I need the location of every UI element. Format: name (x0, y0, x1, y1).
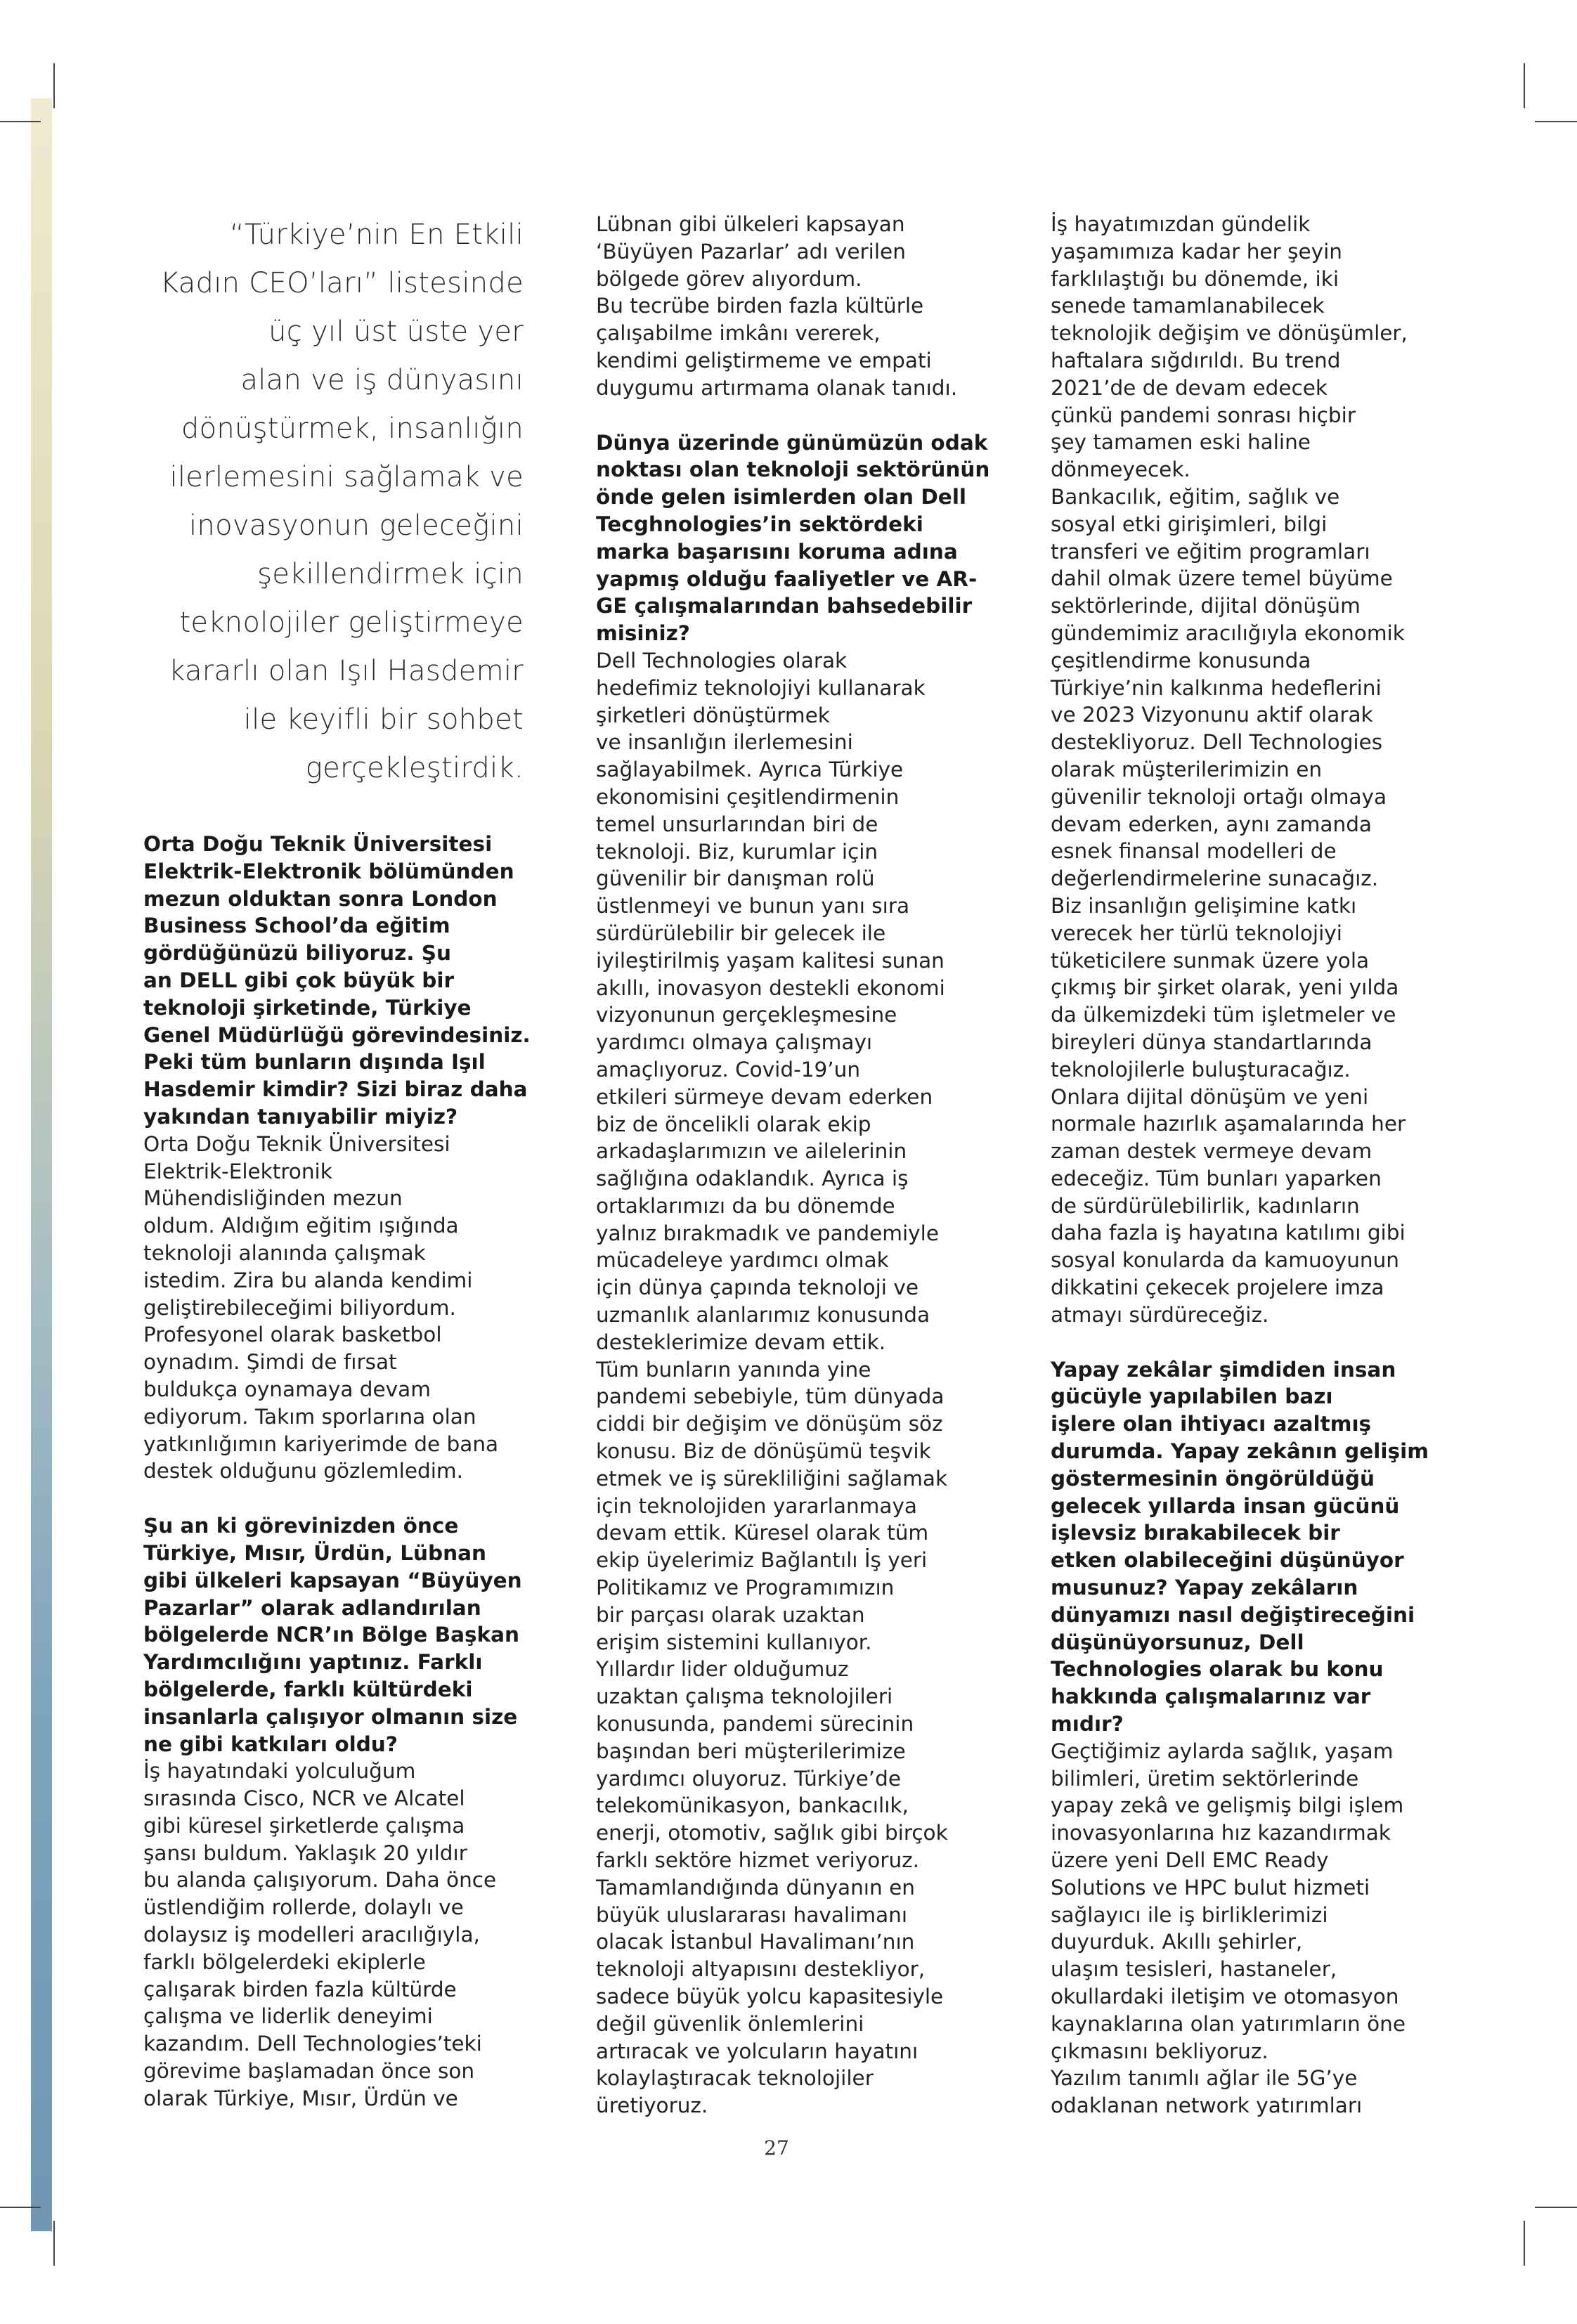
interview-answer-continued: Lübnan gibi ülkeleri kapsayan ‘Büyüyen Pazarlar’ adı verilen bölgede görev alıyordum. Bu tecrübe birden fazla kültürle çalışabilme imkânı vererek, kendimi geliştirmeme ve empati duygumu artırmama olanak tanıdı. (596, 212, 958, 400)
crop-mark (1524, 63, 1525, 108)
crop-mark (53, 2221, 55, 2266)
article-column-3 (1051, 211, 1455, 2119)
interview-answer: Dell Technologies olarak hedefimiz teknolojiyi kullanarak şirketleri dönüştürmek ve insanlığın ilerlemesini sağlayabilmek. Ayrıca Türkiye ekonomisini çeşitlendirmenin temel unsurlarından biri de teknoloji. Biz, kurumlar için güvenilir bir danışman rolü üstlenmeyi ve bunun yanı sıra sürdürülebilir bir gelecek ile iyileştirilmiş yaşam kalitesi sunan akıllı, inovasyon destekli ekonomi vizyonunun gerçekleşmesine yardımcı olmaya çalışmayı amaçlıyoruz. Covid-19’un etkileri sürmeye devam ederken biz de öncelikli olarak ekip arkadaşlarımızın ve ailelerinin sağlığına odaklandık. Ayrıca iş ortaklarımızı da bu dönemde yalnız bırakmadık ve pandemiyle mücadeleye yardımcı olmak için dünya çapında teknoloji ve uzmanlık alanlarımız konusunda desteklerimize devam ettik. Tüm bunların yanında yine pandemi sebebiyle, tüm dünyada ciddi bir değişim ve dönüşüm söz konusu. Biz de dönüşümü teşvik etmek ve iş sürekliliğini sağlamak için teknolojiden yararlanmaya devam ettik. Küresel olarak tüm ekip üyelerimiz Bağlantılı İş yeri Politikamız ve Programımızın bir parçası olarak uzaktan erişim sistemini kullanıyor. Yıllardır lider olduğumuz uzaktan çalışma teknolojileri konusunda, pandemi sürecinin başından beri müşterilerimize yardımcı oluyoruz. Türkiye’de telekomünikasyon, bankacılık, enerji, otomotiv, sağlık gibi birçok farklı sektöre hizmet veriyoruz. Tamamlandığında dünyanın en büyük uluslararası havalimanı olacak İstanbul Havalimanı’nın teknoloji altyapısını destekliyor, sadece büyük yolcu kapasitesiyle değil güvenlik önlemlerini artıracak ve yolcuların hayatını kolaylaştıracak teknolojiler üretiyoruz. (596, 648, 948, 2118)
article-column-1 (143, 831, 537, 2112)
page-number: 27 (764, 2136, 789, 2160)
crop-mark (0, 121, 41, 122)
crop-mark (1535, 2207, 1577, 2208)
decorative-spine-gradient (31, 98, 52, 2231)
interview-answer: Geçtiğimiz aylarda sağlık, yaşam bilimleri, üretim sektörlerinde yapay zekâ ve gelişmiş bilgi işlem inovasyonlarına hız kazandırmak üzere yeni Dell EMC Ready Solutions ve HPC bulut hizmeti sağlayıcı ile iş birliklerimizi duyurduk. Akıllı şehirler, ulaşım tesisleri, hastaneler, okullardaki iletişim ve otomasyon kaynaklarına olan yatırımların öne çıkmasını bekliyoruz. Yazılım tanımlı ağlar ile 5G’ye odaklanan network yatırımları (1051, 1739, 1406, 2118)
interview-answer: İş hayatındaki yolculuğum sırasında Cisco, NCR ve Alcatel gibi küresel şirketlerde çalışma şansı buldum. Yaklaşık 20 yıldır bu alanda çalışıyorum. Daha önce üstlendiğim rollerde, dolaylı ve dolaysız iş modelleri aracılığıyla, farklı bölgelerdeki ekiplerle çalışarak birden fazla kültürde çalışma ve liderlik deneyimi kazandım. Dell Technologies’teki görevime başlamadan önce son olarak Türkiye, Mısır, Ürdün ve (143, 1759, 497, 2110)
interview-answer-continued: İş hayatımızdan gündelik yaşamımıza kadar her şeyin farklılaştığı bu dönemde, iki senede tamamlanabilecek teknolojik değişim ve dönüşümler, haftalara sığdırıldı. Bu trend 2021’de de devam edecek çünkü pandemi sonrası hiçbir şey tamamen eski haline dönmeyecek. Bankacılık, eğitim, sağlık ve sosyal etki girişimleri, bilgi transferi ve eğitim programları dahil olmak üzere temel büyüme sektörlerinde, dijital dönüşüm gündemimiz aracılığıyla ekonomik çeşitlendirme konusunda Türkiye’nin kalkınma hedeflerini ve 2023 Vizyonunu aktif olarak destekliyoruz. Dell Technologies olarak müşterilerimizin en güvenilir teknoloji ortağı olmaya devam ederken, aynı zamanda esnek finansal modelleri de değerlendirmelerine sunacağız. Biz insanlığın gelişimine katkı verecek her türlü teknolojiyi tüketicilere sunmak üzere yola çıkmış bir şirket olarak, yeni yılda da ülkemizdeki tüm işletmeler ve bireyleri dünya standartlarında teknolojilerle buluşturacağız. Onlara dijital dönüşüm ve yeni normale hazırlık aşamalarında her zaman destek vermeye devam edeceğiz. Tüm bunları yaparken de sürdürülebilirlik, kadınların daha fazla iş hayatına katılımı gibi sosyal konularda da kamuoyunun dikkatini çekecek projelere imza atmayı sürdüreceğiz. (1051, 212, 1408, 1327)
crop-mark (0, 2207, 41, 2208)
crop-mark (53, 63, 55, 108)
intro-pull-quote: “Türkiye’nin En Etkili Kadın CEO’ları” listesinde üç yıl üst üste yer alan ve iş dünyasını dönüştürmek, insanlığın ilerlemesini sağlamak ve inovasyonun geleceğini şekillendirmek için teknolojiler geliştirmeye kararlı olan Işıl Hasdemir ile keyifli bir sohbet gerçekleştirdik. (160, 219, 524, 784)
crop-mark (1524, 2221, 1525, 2266)
interview-answer: Orta Doğu Teknik Üniversitesi Elektrik-Elektronik Mühendisliğinden mezun oldum. Aldığım eğitim ışığında teknoloji alanında çalışmak istedim. Zira bu alanda kendimi geliştirebileceğimi biliyordum. Profesyonel olarak basketbol oynadım. Şimdi de fırsat buldukça oynamaya devam ediyorum. Takım sporlarına olan yatkınlığımın kariyerimde de bana destek olduğunu gözlemledim. (143, 1131, 499, 1484)
interview-question: Orta Doğu Teknik Üniversitesi Elektrik-Elektronik bölümünden mezun olduktan sonra London Business School’da eğitim gördüğünüzü biliyoruz. Şu an DELL gibi çok büyük bir teknoloji şirketinde, Türkiye Genel Müdürlüğü görevindesiniz. Peki tüm bunların dışında Işıl Hasdemir kimdir? Sizi biraz daha yakından tanıyabilir miyiz? (143, 832, 531, 1129)
interview-question: Şu an ki görevinizden önce Türkiye, Mısır, Ürdün, Lübnan gibi ülkeleri kapsayan “Büyüyen Pazarlar” olarak adlandırılan bölgelerde NCR’ın Bölge Başkan Yardımcılığını yaptınız. Farklı bölgelerde, farklı kültürdeki insanlarla çalışıyor olmanın size ne gibi katkıları oldu? (143, 1514, 522, 1756)
article-column-2 (596, 211, 1000, 2119)
interview-question: Yapay zekâlar şimdiden insan gücüyle yapılabilen bazı işlere olan ihtiyacı azaltmış durumda. Yapay zekânın gelişim göstermesinin öngörüldüğü gelecek yıllarda insan gücünü işlevsiz bırakabilecek bir etken olabileceğini düşünüyor musunuz? Yapay zekâların dünyamızı nasıl değiştireceğini düşünüyorsunuz, Dell Technologies olarak bu konu hakkında çalışmalarınız var mıdır? (1051, 1357, 1429, 1736)
crop-mark (1535, 121, 1577, 122)
interview-question: Dünya üzerinde günümüzün odak noktası olan teknoloji sektörünün önde gelen isimlerden olan Dell Tecghnologies’in sektördeki marka başarısını koruma adına yapmış olduğu faaliyetler ve AR- GE çalışmalarından bahsedebilir misiniz? (596, 430, 990, 646)
